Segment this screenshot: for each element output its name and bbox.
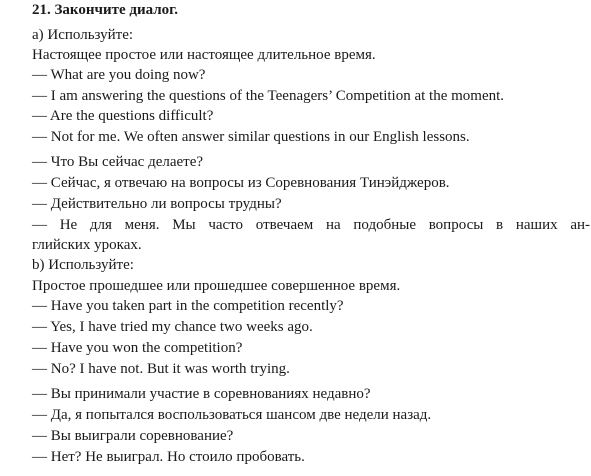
- dialog-line-en: — Not for me. We often answer similar questions in our English lessons.: [32, 129, 470, 145]
- dialog-line-en: — I am answering the questions of the Teenagers’ Competition at the moment.: [32, 88, 505, 104]
- part-a-label: a) Используйте:: [32, 27, 134, 43]
- dialog-line-en: — No? I have not. But it was worth trying.: [32, 361, 290, 377]
- part-a-instruction: Настоящее простое или настоящее длительное время.: [32, 47, 376, 63]
- exercise-title: 21. Закончите диалог.: [32, 2, 179, 18]
- dialog-line-ru: — Что Вы сейчас делаете?: [32, 154, 204, 170]
- dialog-line-ru: — Нет? Не выиграл. Но стоило пробовать.: [32, 449, 305, 465]
- dialog-line-ru: — Действительно ли вопросы трудны?: [32, 196, 282, 212]
- dialog-line-en: — Yes, I have tried my chance two weeks ago.: [32, 319, 313, 335]
- dialog-line-ru: — Да, я попытался воспользоваться шансом две недели назад.: [32, 407, 432, 423]
- dialog-line-en: — What are you doing now?: [32, 67, 206, 83]
- dialog-line-ru: — Вы выиграли соревнование?: [32, 428, 234, 444]
- part-b-instruction: Простое прошедшее или прошедшее совершенное время.: [32, 278, 401, 294]
- dialog-line-ru: — Не для меня. Мы часто отвечаем на подобные вопросы в наших ан-: [32, 217, 590, 233]
- dialog-line-en: — Have you taken part in the competition recently?: [32, 298, 344, 314]
- part-b-label: b) Используйте:: [32, 257, 134, 273]
- dialog-line-en: — Are the questions difficult?: [32, 108, 214, 124]
- dialog-line-ru-continued: глийских уроках.: [32, 237, 142, 253]
- dialog-line-ru: — Вы принимали участие в соревнованиях недавно?: [32, 386, 371, 402]
- dialog-line-en: — Have you won the competition?: [32, 340, 243, 356]
- dialog-line-ru: — Сейчас, я отвечаю на вопросы из Соревнования Тинэйджеров.: [32, 175, 450, 191]
